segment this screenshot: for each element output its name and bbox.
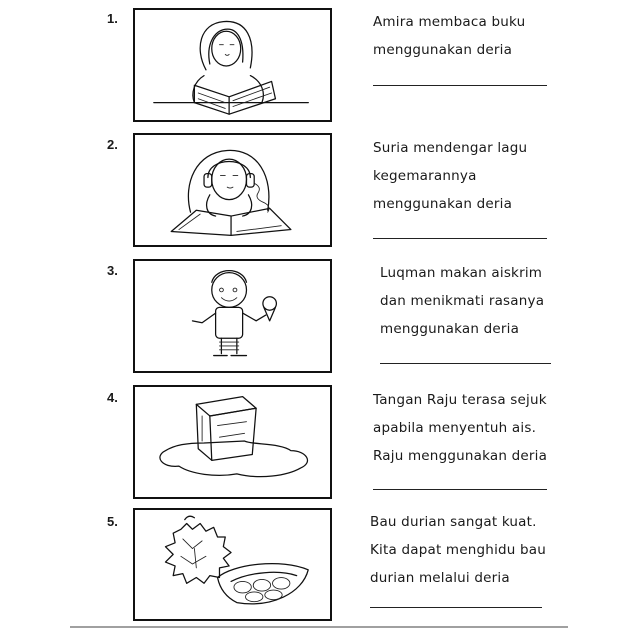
question-line: Suria mendengar lagu [373,140,528,156]
answer-blank-4[interactable] [373,489,547,490]
page-bottom-rule [70,626,568,628]
durian-fruit-icon [135,510,330,619]
picture-frame-5 [133,508,332,621]
question-text-1 [373,8,525,64]
question-text-5 [370,508,546,592]
question-line: apabila menyentuh ais. [373,420,537,436]
question-text-3 [380,259,544,343]
melting-ice-cube-icon [135,387,330,497]
question-line: Bau durian sangat kuat. [370,514,537,530]
question-line: durian melalui deria [370,570,510,586]
question-line: menggunakan deria [380,321,520,337]
question-line: Tangan Raju terasa sejuk [373,392,547,408]
question-number-2: 2. [107,137,118,152]
picture-frame-1 [133,8,332,122]
question-number-1: 1. [107,11,118,26]
question-line: Luqman makan aiskrim [380,265,543,281]
answer-blank-3[interactable] [380,363,551,364]
question-line: Kita dapat menghidu bau [370,542,547,558]
question-line: menggunakan deria [373,196,513,212]
question-line: menggunakan deria [373,42,513,58]
question-line: Amira membaca buku [373,14,526,30]
picture-frame-4 [133,385,332,499]
girl-reading-book-icon [135,10,330,120]
question-number-3: 3. [107,263,118,278]
picture-frame-2 [133,133,332,247]
question-text-2 [373,134,527,218]
question-line: dan menikmati rasanya [380,293,545,309]
answer-blank-5[interactable] [370,607,542,608]
question-line: kegemarannya [373,168,477,184]
question-number-5: 5. [107,514,118,529]
girl-with-headphones-icon [135,135,330,245]
question-text-4 [373,386,547,470]
question-line: Raju menggunakan deria [373,448,548,464]
answer-blank-1[interactable] [373,85,547,86]
boy-with-ice-cream-icon [135,261,330,371]
picture-frame-3 [133,259,332,373]
question-number-4: 4. [107,390,118,405]
answer-blank-2[interactable] [373,238,547,239]
